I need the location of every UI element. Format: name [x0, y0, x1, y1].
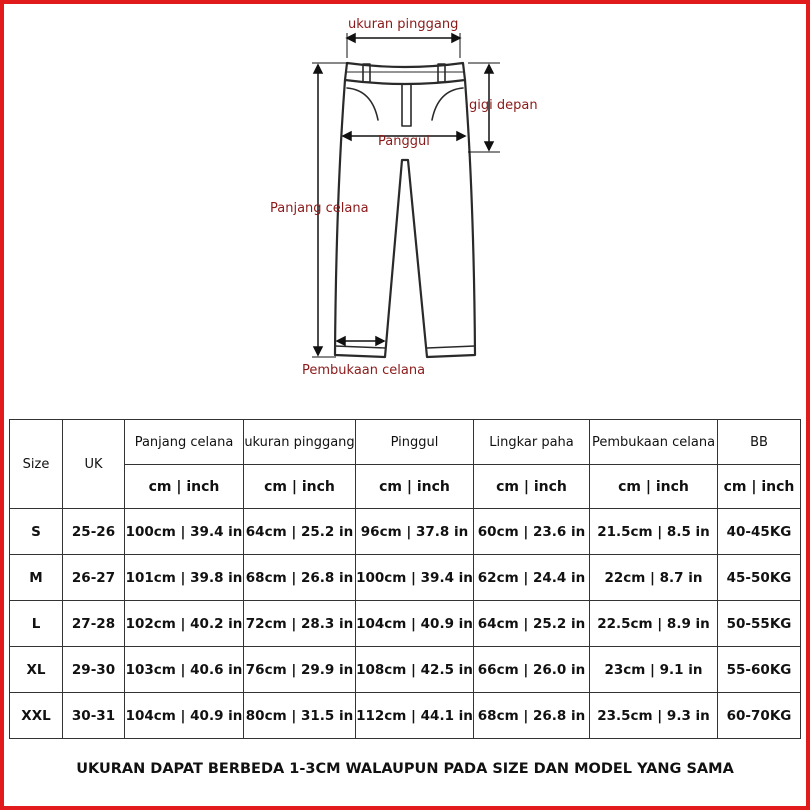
label-waist: ukuran pinggang: [348, 17, 459, 32]
unit-label: cm | inch: [244, 465, 356, 509]
hem-left: [335, 346, 385, 348]
cell-waist: 64cm | 25.2 in: [244, 509, 356, 555]
table-header-row: [10, 420, 801, 465]
table-row: [10, 601, 801, 647]
cell-weight: 55-60KG: [718, 647, 801, 693]
header-waist: ukuran pinggang: [244, 420, 356, 465]
table-row: [10, 555, 801, 601]
table-row: [10, 647, 801, 693]
hem-right: [427, 346, 475, 348]
arrow-head: [452, 34, 460, 42]
arrow-head: [337, 337, 345, 345]
cell-length: 101cm | 39.8 in: [125, 555, 244, 601]
cell-size: XL: [10, 647, 63, 693]
cell-size: XXL: [10, 693, 63, 739]
size-chart-table: [9, 419, 801, 739]
table-unit-row: [10, 465, 801, 509]
cell-size: M: [10, 555, 63, 601]
header-opening: Pembukaan celana: [590, 420, 718, 465]
cell-length: 102cm | 40.2 in: [125, 601, 244, 647]
belt-loop: [363, 64, 370, 82]
cell-weight: 40-45KG: [718, 509, 801, 555]
arrow-head: [485, 65, 493, 73]
unit-label: cm | inch: [125, 465, 244, 509]
pants-measurement-diagram: [0, 0, 810, 400]
header-weight: BB: [718, 420, 801, 465]
cell-size: L: [10, 601, 63, 647]
cell-hip: 104cm | 40.9 in: [356, 601, 474, 647]
arrow-head: [343, 132, 351, 140]
arrow-head: [485, 142, 493, 150]
table-row: [10, 509, 801, 555]
cell-hip: 108cm | 42.5 in: [356, 647, 474, 693]
unit-label: cm | inch: [356, 465, 474, 509]
arrow-head: [347, 34, 355, 42]
label-length: Panjang celana: [270, 201, 369, 216]
header-size: Size: [10, 420, 63, 509]
cell-waist: 72cm | 28.3 in: [244, 601, 356, 647]
cell-opening: 23.5cm | 9.3 in: [590, 693, 718, 739]
cell-uk: 29-30: [63, 647, 125, 693]
unit-label: cm | inch: [718, 465, 801, 509]
cell-weight: 60-70KG: [718, 693, 801, 739]
header-thigh: Lingkar paha: [474, 420, 590, 465]
cell-weight: 45-50KG: [718, 555, 801, 601]
cell-waist: 76cm | 29.9 in: [244, 647, 356, 693]
cell-weight: 50-55KG: [718, 601, 801, 647]
pocket-right: [432, 88, 463, 120]
cell-thigh: 66cm | 26.0 in: [474, 647, 590, 693]
cell-size: S: [10, 509, 63, 555]
cell-length: 104cm | 40.9 in: [125, 693, 244, 739]
cell-opening: 23cm | 9.1 in: [590, 647, 718, 693]
cell-opening: 22cm | 8.7 in: [590, 555, 718, 601]
arrow-head: [314, 65, 322, 73]
pants-illustration: [0, 0, 810, 400]
arrow-head: [314, 347, 322, 355]
pants-fly: [402, 84, 411, 126]
unit-label: cm | inch: [474, 465, 590, 509]
header-uk: UK: [63, 420, 125, 509]
cell-uk: 27-28: [63, 601, 125, 647]
size-disclaimer-note: UKURAN DAPAT BERBEDA 1-3CM WALAUPUN PADA SIZE DAN MODEL YANG SAMA: [76, 761, 734, 777]
arrow-head: [376, 337, 384, 345]
cell-uk: 26-27: [63, 555, 125, 601]
cell-thigh: 68cm | 26.8 in: [474, 693, 590, 739]
cell-opening: 21.5cm | 8.5 in: [590, 509, 718, 555]
header-length: Panjang celana: [125, 420, 244, 465]
pants-outline: [335, 80, 475, 357]
cell-thigh: 62cm | 24.4 in: [474, 555, 590, 601]
cell-waist: 68cm | 26.8 in: [244, 555, 356, 601]
cell-uk: 25-26: [63, 509, 125, 555]
pocket-left: [347, 88, 378, 120]
cell-thigh: 64cm | 25.2 in: [474, 601, 590, 647]
label-front-rise: gigi depan: [469, 98, 538, 113]
arrow-head: [457, 132, 465, 140]
label-leg-opening: Pembukaan celana: [302, 363, 426, 378]
cell-hip: 112cm | 44.1 in: [356, 693, 474, 739]
cell-hip: 100cm | 39.4 in: [356, 555, 474, 601]
label-hip: Panggul: [378, 134, 430, 149]
cell-uk: 30-31: [63, 693, 125, 739]
cell-thigh: 60cm | 23.6 in: [474, 509, 590, 555]
header-hip: Pinggul: [356, 420, 474, 465]
cell-opening: 22.5cm | 8.9 in: [590, 601, 718, 647]
unit-label: cm | inch: [590, 465, 718, 509]
table-row: [10, 693, 801, 739]
cell-length: 100cm | 39.4 in: [125, 509, 244, 555]
cell-hip: 96cm | 37.8 in: [356, 509, 474, 555]
cell-length: 103cm | 40.6 in: [125, 647, 244, 693]
cell-waist: 80cm | 31.5 in: [244, 693, 356, 739]
